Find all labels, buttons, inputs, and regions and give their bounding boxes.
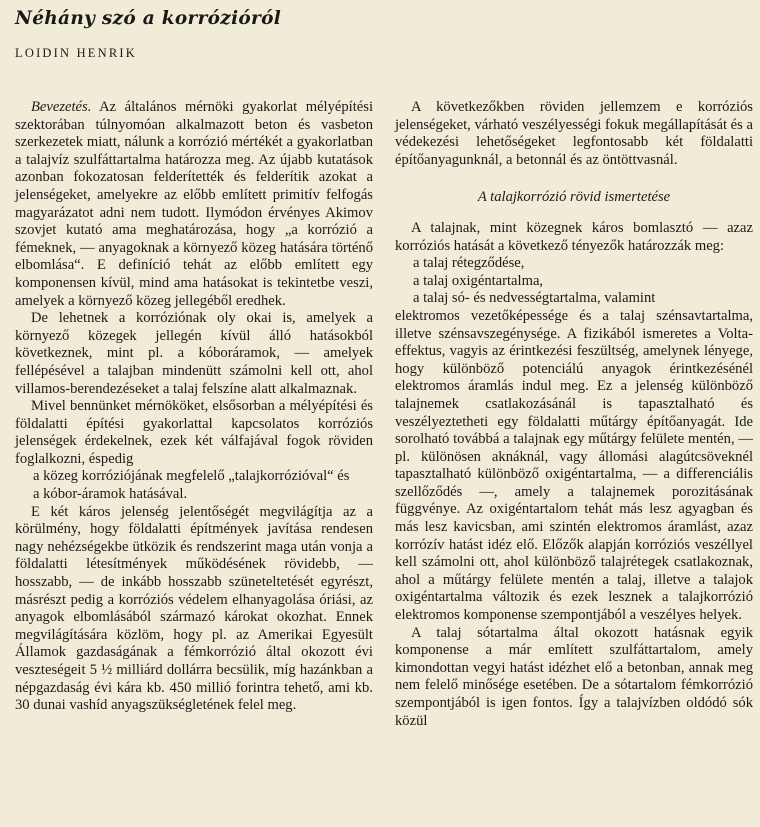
intro-text: Az általános mérnöki gyakorlat mélyépítési szektorában túlnyomóan alkalmazott beton és vasbeton szerkezetek miatt, nálunk a korrózió mértékét a gyakorlatban a talajvíz szulfáttartalma határozza meg. Az újabb kutatások azonban fokozatosan felderítették és felderítik azokat a jelenségeket, amelyekre az előbb említett primitív felfogás magyarázatot adni nem tudott. Ilymódon érvényes Akimov szovjet kutató ama meghatározása, hogy „a korrózió a fémeknek, — anyagoknak a környező közeg hatására történő elbomlása“. E definíció tehát az előbb említett egy komponensen kívül, mind ama hatásokat is tekintetbe veszi, amelyek a környező közeg jellegéből eredhek. bbox=[15, 99, 373, 309]
section-subheading: A talajkorrózió rövid ismertetése bbox=[477, 189, 671, 206]
intro-paragraph bbox=[15, 99, 373, 310]
list-item-oxygen: a talaj oxigéntartalma, bbox=[413, 272, 544, 289]
paragraph-engineers: Mivel bennünket mérnököket, elsősorban a mélyépítési és földalatti építési gyakorlattal kapcsolatos korróziós jelenségek érdekelnek, ezek két válfajával fogok röviden foglalkozni, éspedig bbox=[15, 398, 373, 467]
list-item-stray-currents: a kóbor-áramok hatásával. bbox=[33, 486, 188, 503]
intro-lead: Bevezetés. bbox=[31, 99, 92, 115]
paragraph-overview: A következőkben röviden jellemzem e korróziós jelenségeket, várható veszélyességi fokuk megállapítását és a védekezési lehetőségeket legfontosabb két földalatti építőanyagunknál, a betonnál és az öntöttvasnál. bbox=[395, 99, 753, 168]
paragraph-damage: E két káros jelenség jelentőségét megvilágítja az a körülmény, hogy földalatti építmények javítása rendesen nagy nehézségekbe ütközik és rendszerint maga után vonja a földalatti létesítmények működésének rövidebb, — hosszabb, — de inkább hosszabb szüneteltetését egyrészt, másrészt pedig a korróziós védelem elhanyagolása óriási, az anyagok elbomlásából származó károkat okozhat. Ennek megvilágítására közlöm, hogy pl. az Amerikai Egyesült Államok gazdaságának a fémkorrózió által okozott évi veszteségeit 5 ½ milliárd dollárra becsülik, míg hazánkban a népgazdaság évi kára kb. 450 millió forintra tehető, ami kb. 30 dunai vashíd anyagszükségletének felel meg. bbox=[15, 503, 373, 714]
list-item-stratification: a talaj rétegződése, bbox=[413, 255, 525, 272]
article-author: LOIDIN HENRIK bbox=[15, 46, 137, 60]
right-column bbox=[395, 99, 753, 730]
paragraph-soil-factors: A talajnak, mint közegnek káros bomlasztó — azaz korróziós hatását a következő tényezők határozzák meg: bbox=[395, 219, 753, 254]
paragraph-volta-effect: elektromos vezetőképessége és a talaj szénsavtartalma, illetve szénsavszegénysége. A fizikából ismeretes a Volta-effektus, vagyis az érintkezési feszültség, amelynek lényege, hogy különböző potenciálú anyagok érintkezésénél elektromos áramlás indul meg. Ez a jelenség különböző talajnemek csatlakozásánál is tapasztalható és veszélyeztetheti egy földalatti műtárgy építőanyagát. Ide sorolható továbbá a talajnak egy műtárgy felülete mentén, — pl. különösen aknáknál, vagy állomási alagútcsöveknél tapasztalható különböző oxigéntartalma, — a differenciális szellőződés —, amely a talajnemek porozitásának függvénye. Az oxigéntartalom tehát más lesz agyagban és más lesz kavicsban, ami szintén elektromos áramlást, azaz korrózív hatást idéz elő. Előzők alapján korróziós veszéllyel kell számolni ott, ahol különböző talajrétegek csatlakoznak, ahol a műtárgy felülete mentén a talaj, illetve a talajok oxigéntartalma változik és ezek lesznek a talajkorrózió elektromos komponense szempontjából a veszélyes helyek. bbox=[395, 307, 753, 624]
article-title: Néhány szó a korrózióról bbox=[15, 8, 282, 29]
list-item-soil-corrosion: a közeg korróziójának megfelelő „talajkorrózióval“ és bbox=[33, 468, 350, 485]
paragraph-salt-content: A talaj sótartalma által okozott hatásnak egyik komponense a már említett szulfáttartalom, amely kimondottan vegyi hatást idézhet elő a betonban, annak meg nem felelő minősége esetében. De a sótartalom fémkorrózió szempontjából is igen fontos. Így a talajvízben oldódó sók közül bbox=[395, 624, 753, 729]
paragraph-stray-currents: De lehetnek a korróziónak oly okai is, amelyek a környező közegek jellegén kívül álló hatásokból következnek, mint pl. a kóboráramok, — amelyek fellépésével a talajban mindenütt számolni kell ott, ahol villamos-berendezéseket a talaj felszíne alatt alkalmaznak. bbox=[15, 310, 373, 397]
left-column bbox=[15, 99, 373, 715]
list-item-salt-moisture: a talaj só- és nedvességtartalma, valamint bbox=[413, 290, 656, 307]
